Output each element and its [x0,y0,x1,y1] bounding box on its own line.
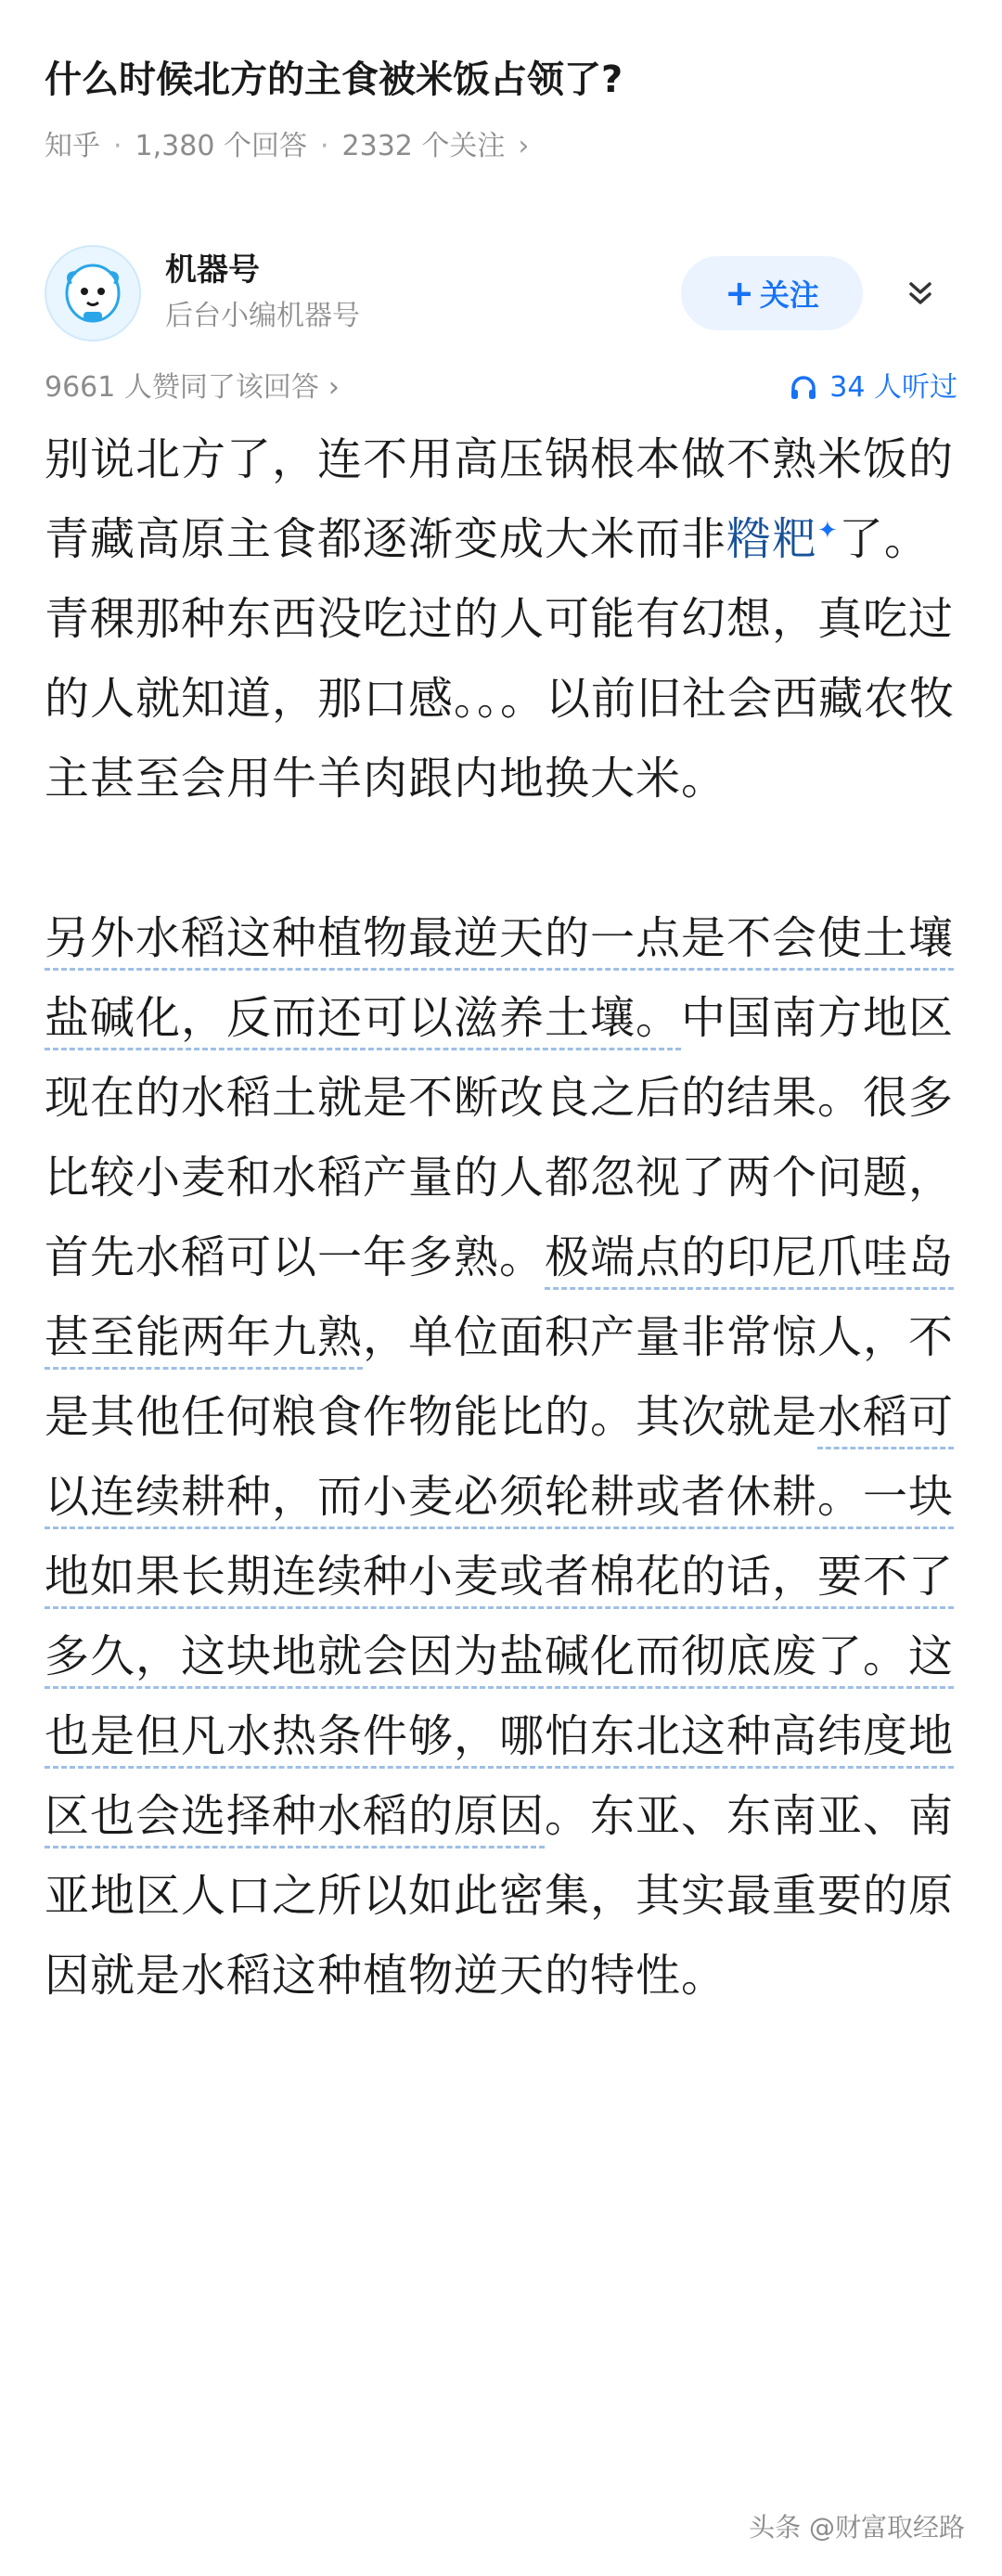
author-row [45,243,957,343]
watermark: 头条 @财富取经路 [749,2512,965,2543]
term-link[interactable]: 糌粑 [726,513,818,565]
listen-count: 34 人听过 [829,371,957,404]
answer-count[interactable]: 1,380 个回答 [135,130,307,162]
answer-text: 中国南方地区现在的水稻土就是不断改良之后的结果。很多比较小麦和水稻产量的人都忽视了两个问题，首先水稻可以一年多熟。 [45,992,955,1283]
sparkle-icon: ✦ [817,517,839,545]
question-title[interactable]: 什么时候北方的主食被米饭占领了? [45,58,623,101]
follow-button[interactable] [681,256,863,330]
highlighted-text[interactable]: 水稻可以连续耕种，而小麦必须轮耕或者休耕。一块地如果长期连续种小麦或者棉花的话，要不了多久，这块地就会因为盐碱化而彻底废了。这也是但凡水热条件够，哪怕东北这种高纬度地区也会选择种水稻的原因 [45,1391,954,1848]
highlighted-text[interactable]: 极端点的印尼爪哇岛甚至能两年九熟 [45,1231,954,1370]
answer-text: ，单位面积产量非常惊人，不是其他任何粮食作物能比的。其次就是 [45,1311,955,1443]
plus-icon: + [725,273,754,314]
source-label: 知乎 [45,130,100,162]
chevron-right-icon: › [328,371,340,404]
chevron-right-icon[interactable]: › [518,130,530,162]
follower-count[interactable]: 2332 个关注 [341,130,506,162]
vote-count: 9661 人赞同了该回答 [45,371,319,404]
answer-text: 别说北方了，连不用高压锅根本做不熟米饭的青藏高原主食都逐渐变成大米而非 [45,433,955,565]
headphones-icon [789,373,818,403]
stats-row [45,369,957,406]
meta-separator: · [113,130,122,162]
expand-button[interactable] [883,256,957,330]
author-subtitle: 后台小编机器号 [165,300,360,332]
meta-separator: · [319,130,329,162]
double-chevron-down-icon [904,277,937,310]
answer-paragraph [45,898,957,2016]
robot-avatar-icon [56,256,130,330]
listen-button[interactable] [789,369,957,406]
avatar[interactable] [45,245,141,341]
answer-text: 。东亚、东南亚、南亚地区人口之所以如此密集，其实最重要的原因就是水稻这种植物逆天的特性。 [45,1790,955,2002]
highlighted-text[interactable]: 另外水稻这种植物最逆天的一点是不会使土壤盐碱化，反而还可以滋养土壤。 [45,912,954,1050]
author-name[interactable]: 机器号 [165,251,260,289]
question-meta [45,128,957,165]
answer-text: 了。青稞那种东西没吃过的人可能有幻想，真吃过的人就知道，那口感。。。以前旧社会西藏农牧主甚至会用牛羊肉跟内地换大米。 [45,513,956,805]
follow-label: 关注 [759,277,819,313]
vote-summary[interactable] [45,369,340,406]
answer-body [45,419,957,2016]
answer-paragraph [45,419,957,818]
author-info [165,250,681,337]
